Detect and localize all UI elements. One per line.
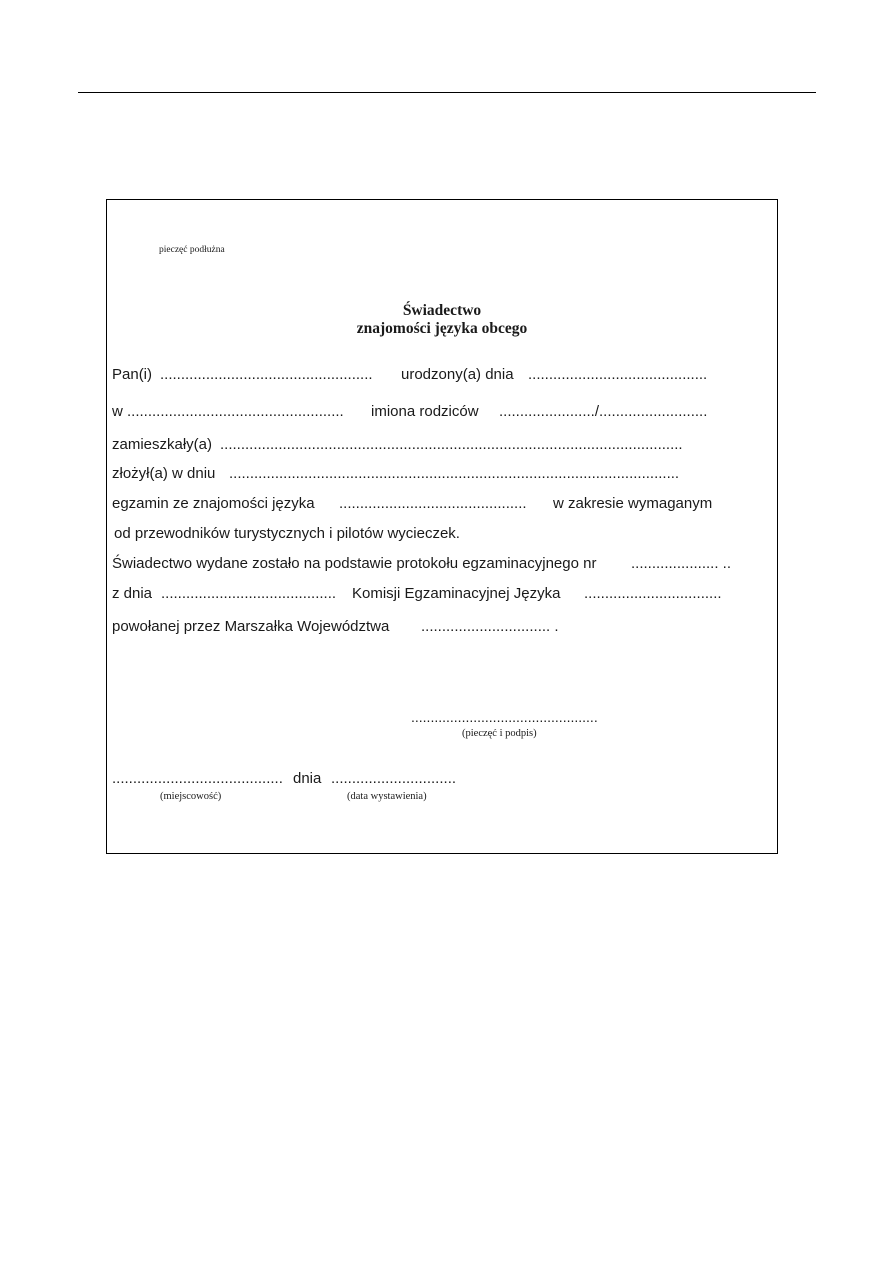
signature-caption: (pieczęć i podpis) (462, 728, 537, 739)
parents-field[interactable]: ......................./.......................... (499, 403, 708, 420)
protocol-label: Świadectwo wydane zostało na podstawie protokołu egzaminacyjnego nr (112, 555, 597, 572)
birth-place-label: w (112, 403, 123, 420)
language-field[interactable]: ............................................. (339, 495, 527, 512)
exam-date-label: złożył(a) w dniu (112, 465, 216, 482)
scope-label: w zakresie wymaganym (553, 495, 713, 512)
seal-label: pieczęć podłużna (159, 245, 225, 255)
residence-label: zamieszkały(a) (112, 436, 213, 453)
name-field[interactable]: ................................................... (160, 366, 373, 383)
signature-field[interactable]: ................................................ (411, 709, 598, 725)
name-label: Pan(i) (112, 366, 153, 383)
protocol-date-label: z dnia (112, 585, 153, 602)
commission-language-field[interactable]: ................................. (584, 585, 722, 602)
exam-date-field[interactable]: ............................................................................................................ (229, 465, 680, 482)
place-caption: (miejscowość) (160, 791, 222, 802)
birth-date-field[interactable]: ........................................... (528, 366, 708, 383)
birth-date-label: urodzony(a) dnia (401, 366, 514, 383)
protocol-number-field[interactable]: ..................... .. (631, 555, 732, 572)
commission-label: Komisji Egzaminacyjnej Języka (352, 585, 561, 602)
protocol-date-field[interactable]: .......................................... (161, 585, 337, 602)
header-rule (78, 92, 816, 93)
issue-date-field[interactable]: .............................. (331, 770, 457, 787)
voivodeship-field[interactable]: ............................... . (421, 618, 559, 635)
appointed-label: powołanej przez Marszałka Województwa (112, 618, 390, 635)
form-subtitle: znajomości języka obcego (356, 320, 528, 337)
language-label: egzamin ze znajomości języka (112, 495, 315, 512)
issue-date-label: dnia (293, 770, 322, 787)
form-title: Świadectwo (402, 302, 482, 319)
parents-label: imiona rodziców (371, 403, 479, 420)
place-field[interactable]: ......................................... (112, 770, 283, 787)
residence-field[interactable]: ............................................................................................................... (220, 436, 683, 453)
certificate-form (106, 199, 778, 854)
birth-place-field[interactable]: .................................................... (127, 403, 344, 420)
guides-text: od przewodników turystycznych i pilotów wycieczek. (114, 525, 460, 542)
issue-date-caption: (data wystawienia) (347, 791, 427, 802)
